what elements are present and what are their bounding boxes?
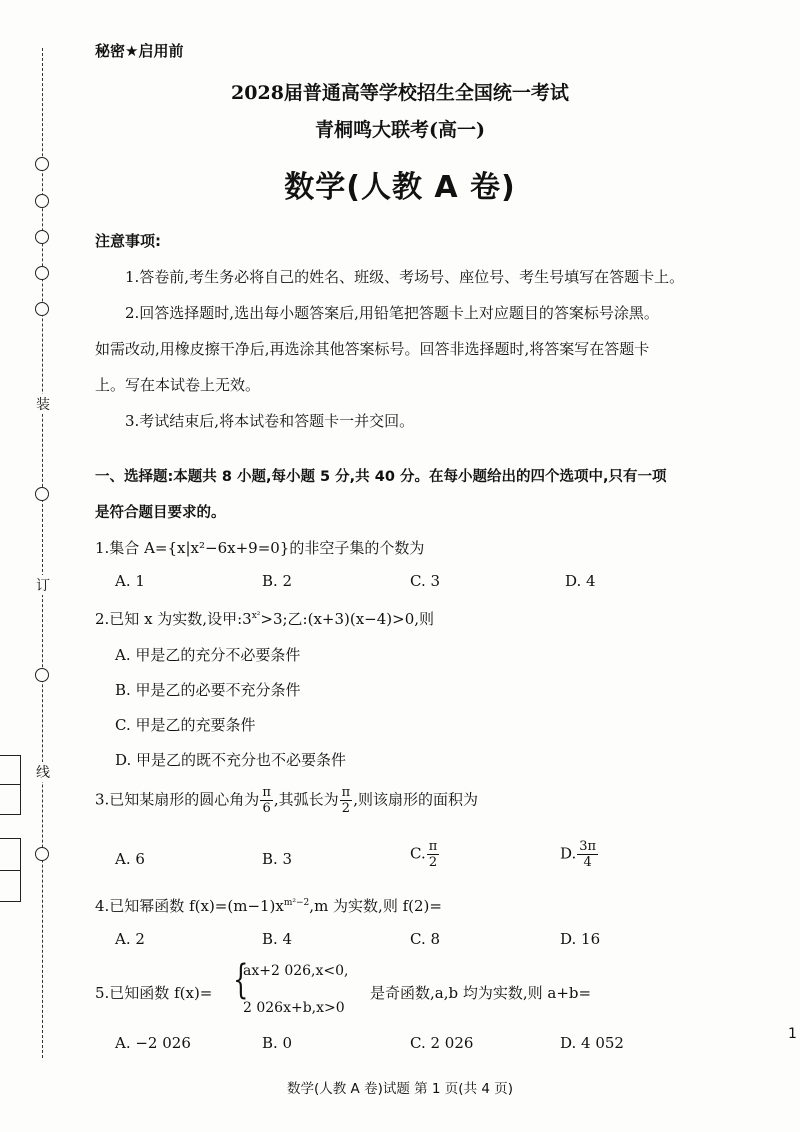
exam-title: 2028届普通高等学校招生全国统一考试 [231,82,569,104]
question-1-stem: 1.集合 A={x|x²−6x+9=0}的非空子集的个数为 [95,539,425,557]
margin-mark-xian: 线 [36,762,50,782]
notice-item-3: 3.考试结束后,将本试卷和答题卡一并交回。 [125,412,415,430]
q3-option-b: B. 3 [262,850,293,868]
q4-option-c: C. 8 [410,930,441,948]
piecewise-case-2: 2 026x+b,x>0 [243,1000,345,1016]
page-footer: 数学(人教 A 卷)试题 第 1 页(共 4 页) [286,1081,514,1097]
confidential-label: 秘密★启用前 [95,42,184,60]
q2-option-d: D. 甲是乙的既不充分也不必要条件 [115,751,347,769]
edge-page-char: 1 [788,1026,797,1042]
margin-info-box-divider [0,784,21,785]
notice-item-1: 1.答卷前,考生务必将自己的姓名、班级、考场号、座位号、考生号填写在答题卡上。 [125,268,685,286]
section-heading: 一、选择题:本题共 8 小题,每小题 5 分,共 40 分。在每小题给出的四个选项中,只有一项 [95,469,667,485]
notice-item-2-end: 上。写在本试卷上无效。 [95,376,261,394]
exam-subtitle: 青桐鸣大联考(高一) [315,119,485,141]
q1-option-a: A. 1 [115,572,145,590]
binding-hole-icon [35,847,49,861]
question-5-stem-pre: 5.已知函数 f(x)= [95,984,213,1002]
q2-option-c: C. 甲是乙的充要条件 [115,716,256,734]
margin-mark-zhuang: 装 [36,394,50,414]
q1-option-b: B. 2 [262,572,293,590]
binding-hole-icon [35,230,49,244]
q5-option-d: D. 4 052 [560,1034,624,1052]
question-5-stem-post: 是奇函数,a,b 均为实数,则 a+b= [370,984,592,1002]
margin-mark-ding: 订 [36,575,50,595]
q4-option-b: B. 4 [262,930,293,948]
fraction-pi-over-2: $\frac{\pi}{2}$ [341,785,351,816]
q4-option-a: A. 2 [115,930,145,948]
margin-info-box [0,755,21,815]
piecewise-case-1: ax+2 026,x<0, [243,963,349,979]
binding-hole-icon [35,668,49,682]
question-2-stem: 2.已知 x 为实数,设甲$:3^{x^2}>3$;乙:(x+3)(x−4)>0,则 [95,610,435,628]
q5-option-a: A. −2 026 [115,1034,191,1052]
notice-item-2: 2.回答选择题时,选出每小题答案后,用铅笔把答题卡上对应题目的答案标号涂黑。 [125,304,659,322]
question-3-stem: 3.已知某扇形的圆心角为 $\frac{\pi}{6}$ ,其弧长为 $\frac{\pi}{2}$ ,则该扇形的面积为 [95,785,478,816]
notice-item-2-cont: 如需改动,用橡皮擦干净后,再选涂其他答案标号。回答非选择题时,将答案写在答题卡 [95,340,650,358]
q2-option-b: B. 甲是乙的必要不充分条件 [115,681,301,699]
q3-option-d: D. $\frac{3\pi}{4}$ [560,839,597,870]
binding-hole-icon [35,487,49,501]
margin-info-box-divider [0,870,21,871]
q3-option-a: A. 6 [115,850,145,868]
q1-option-c: C. 3 [410,572,441,590]
question-4-stem: 4.已知幂函数 $f(x)=(m-1)x^{m^2-2},m$ 为实数,则 f(2)= [95,897,442,915]
notice-title: 注意事项: [95,232,161,250]
q3-option-c: C. $\frac{\pi}{2}$ [410,839,438,870]
q4-option-d: D. 16 [560,930,601,948]
piecewise-brace: { [233,957,249,1003]
subject-title: 数学(人教 A 卷) [284,170,516,205]
binding-hole-icon [35,266,49,280]
q2-option-a: A. 甲是乙的充分不必要条件 [115,646,301,664]
q5-option-b: B. 0 [262,1034,293,1052]
q1-option-d: D. 4 [565,572,596,590]
fraction-pi-over-6: $\frac{\pi}{6}$ [262,785,271,816]
binding-hole-icon [35,302,49,316]
section-heading-cont: 是符合题目要求的。 [95,505,226,521]
q5-option-c: C. 2 026 [410,1034,474,1052]
